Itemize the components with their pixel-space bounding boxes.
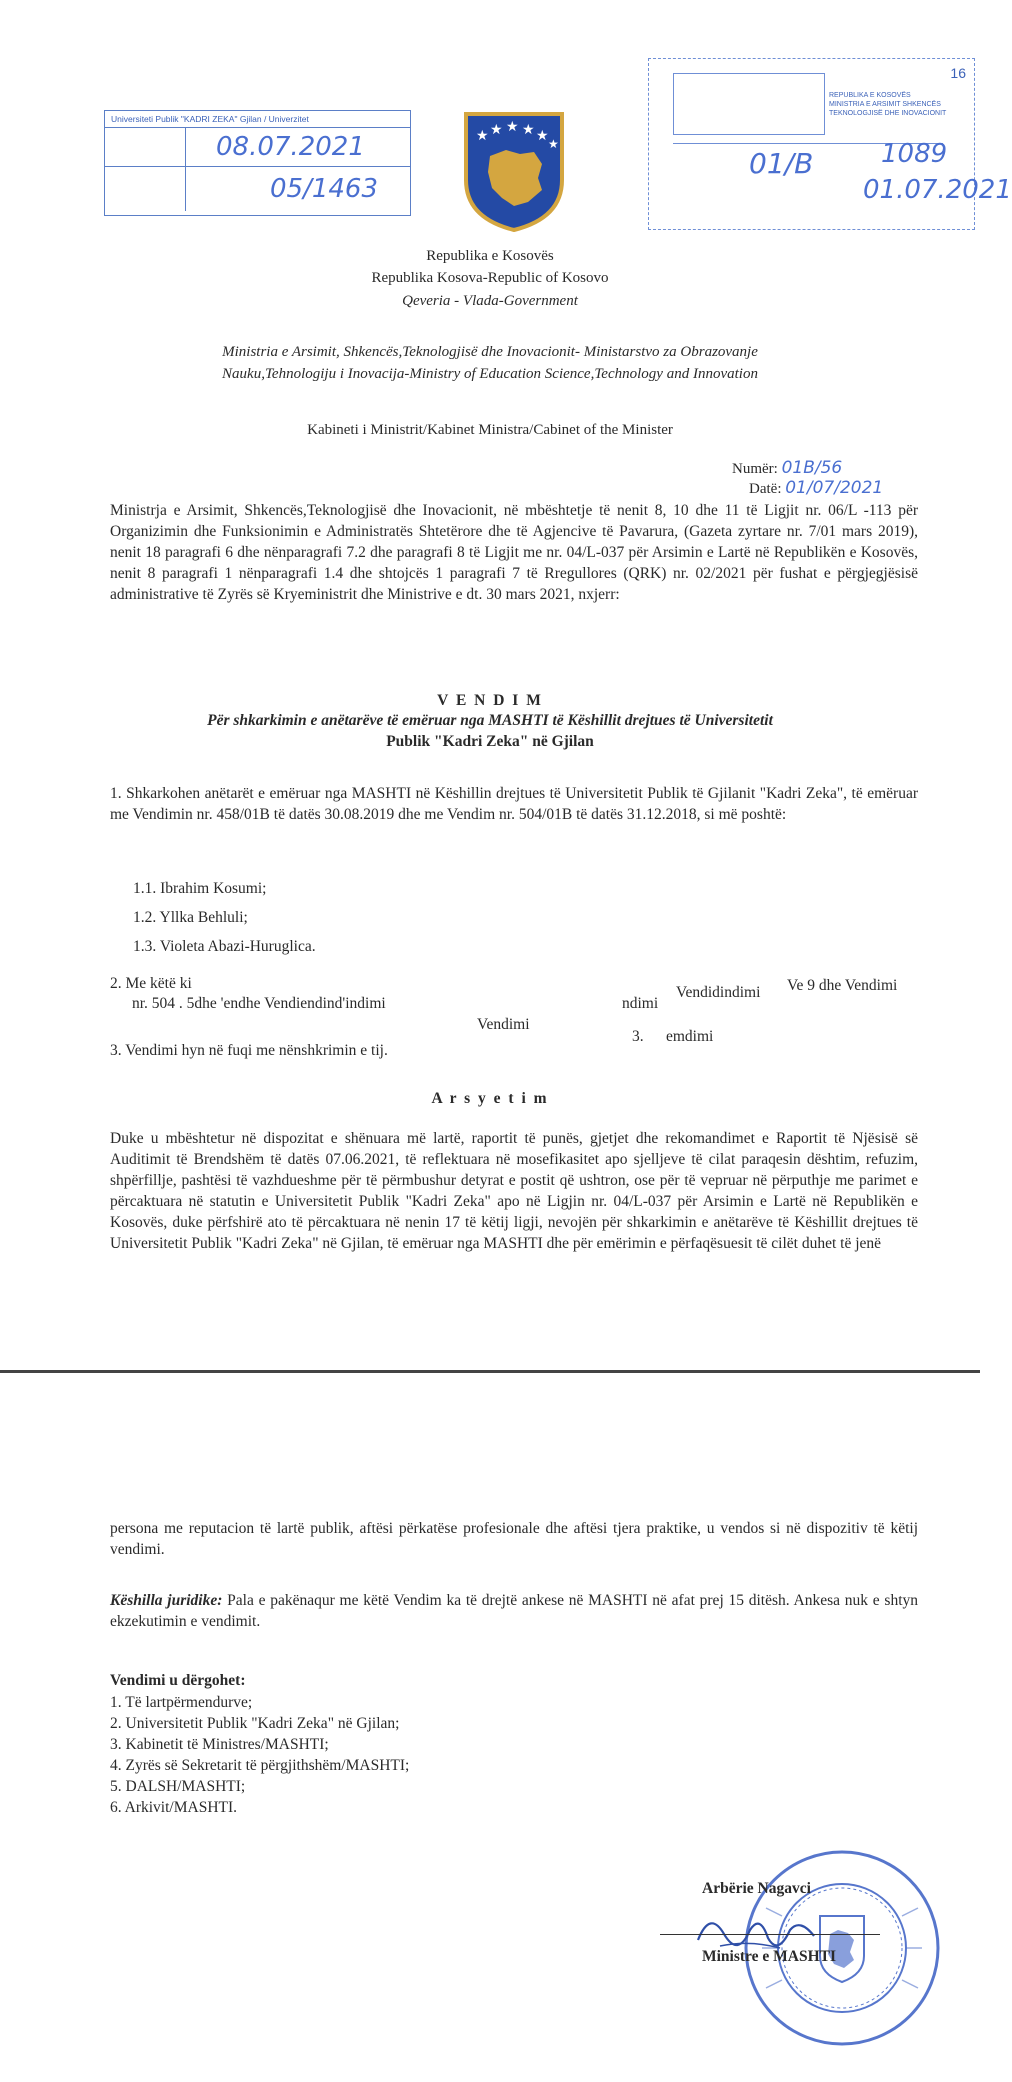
stamp-right-line-1: REPUBLIKA E KOSOVËS (829, 92, 911, 99)
decision-point-1: 1. Shkarkohen anëtarët e emëruar nga MASHTI në Këshillin drejtues të Universitetit Publik të Gjilanit "Kadri Zeka", të emëruar me Vendimin nr. 458/01B të datës 30.08.2019 dhe me Vendim nr. 504/01B të datës 31.12.2018, si më poshtë: (110, 785, 918, 823)
distribution-title: Vendimi u dërgohet: (110, 1672, 246, 1689)
decision-point-2-h: emdimi (666, 1028, 714, 1045)
stamp-right-date: 01.07.2021 (863, 175, 1012, 205)
distribution-item: 4. Zyrës së Sekretarit të përgjithshëm/MASHTI; (110, 1757, 410, 1774)
reference-date-value: 01/07/2021 (785, 478, 884, 498)
distribution-item: 1. Të lartpërmendurve; (110, 1694, 253, 1711)
decision-point-2-c: ndimi (622, 995, 659, 1012)
stamp-left-header: Universiteti Publik "KADRI ZEKA" Gjilan / Univerzitet (105, 111, 410, 128)
stamp-left-date: 08.07.2021 (216, 132, 365, 162)
coat-of-arms-icon (462, 110, 566, 234)
stamp-right-line-2: MINISTRIA E ARSIMIT SHKENCËS (829, 101, 941, 108)
distribution-item: 2. Universitetit Publik "Kadri Zeka" në Gjilan; (110, 1715, 400, 1732)
decision-point-3: 3. Vendimi hyn në fuqi me nënshkrimin e tij. (110, 1042, 388, 1059)
decision-point-2-b: nr. 504 . 5dhe 'endhe Vendiendind'indimi (132, 995, 386, 1012)
header-ministry-line-2: Nauku,Tehnologiju i Inovacija-Ministry of Education Science,Technology and Innovation (222, 366, 758, 382)
reference-number-value: 01B/56 (781, 458, 843, 478)
arsyetim-paragraph-1: Duke u mbështetur në dispozitat e shënuara më lartë, raportit të punës, gjetjet dhe rekomandimet e Raportit të Njësisë së Auditimit të Brendshëm të datës 07.06.2021, të reflektuara në mosefikasitet apo sjelljeve të cilat paraqesin dështim, refuzim, shpërfillje, pashtësi të vazhdueshme për të përmbushur detyrat e postit që ushtron, ose për të vepruar në përputhje me parimet e përcaktuara në statutin e Universitetit Publik "Kadri Zeka" apo në Ligjin nr. 04/L-037 për Arsimin e Lartë në Republikën e Kosovës, duke përfshirë ato të përcaktuara në nenin 17 të këtij ligji, nevojën për shkarkimin e anëtarëve të Këshillit drejtues të Universitetit Publik "Kadri Zeka" në Gjilan, të emëruar nga MASHTI dhe për emërimin e përfaqësuesit të cilët duhet të jenë (110, 1130, 918, 1252)
decision-point-2-d: Vendidindimi (676, 984, 761, 1001)
stamp-right-corner: 16 (950, 65, 966, 81)
svg-text:★: ★ (536, 128, 549, 144)
signature-line (660, 1934, 880, 1935)
distribution-item: 6. Arkivit/MASHTI. (110, 1799, 238, 1816)
reference-number-label: Numër: (732, 461, 778, 477)
vendim-subtitle-2: Publik "Kadri Zeka" në Gjilan (386, 733, 594, 750)
receiving-stamp-right (648, 58, 1012, 230)
header-government: Qeveria - Vlada-Government (402, 293, 578, 309)
member-item: 1.3. Violeta Abazi-Huruglica. (133, 938, 316, 955)
header-republic: Republika e Kosovës (426, 248, 554, 264)
reference-date-label: Datë: (749, 481, 782, 497)
signatory-name: Arbërie Nagavci (702, 1880, 811, 1897)
legal-advice (110, 1590, 918, 1632)
member-item: 1.2. Yllka Behluli; (133, 909, 248, 926)
header-cabinet: Kabineti i Ministrit/Kabinet Ministra/Cabinet of the Minister (307, 422, 673, 438)
page-break-divider (0, 1370, 980, 1373)
reference-number (732, 458, 842, 478)
svg-text:★: ★ (506, 119, 519, 135)
svg-text:★: ★ (548, 137, 559, 151)
receiving-stamp-left (104, 110, 411, 216)
legal-advice-text: Pala e pakënaqur me këtë Vendim ka të drejtë ankese në MASHTI në afat prej 15 ditësh. Ankesa nuk e shtyn ekzekutimin e vendimit. (110, 1592, 918, 1630)
decision-point-2-g: 3. (632, 1028, 644, 1045)
stamp-right-line-3: TEKNOLOGJISË DHE INOVACIONIT (829, 110, 947, 117)
distribution-list (110, 1692, 409, 1818)
legal-advice-label: Këshilla juridike: (110, 1592, 223, 1609)
member-item: 1.1. Ibrahim Kosumi; (133, 880, 267, 897)
stamp-left-number: 05/1463 (270, 174, 379, 204)
stamp-right-code: 01/B (749, 147, 814, 180)
vendim-subtitle-1: Për shkarkimin e anëtarëve të emëruar nga MASHTI të Këshillit drejtues të Universitetit (207, 712, 773, 729)
kosovo-coat-of-arms (462, 110, 566, 239)
member-list (133, 878, 316, 957)
decision-point-2-f: Vendimi (477, 1016, 530, 1033)
arsyetim-title: A r s y e t i m (431, 1090, 549, 1107)
header-republic-trilingual: Republika Kosova-Republic of Kosovo (371, 270, 609, 286)
distribution-item: 3. Kabinetit të Ministres/MASHTI; (110, 1736, 329, 1753)
vendim-title: V E N D I M (437, 692, 543, 709)
decision-point-2-a: 2. Me këtë ki (110, 975, 192, 992)
svg-text:★: ★ (522, 122, 535, 138)
arsyetim-paragraph-2: persona me reputacion të lartë publik, aftësi përkatëse profesionale dhe aftësi tjera praktike, u vendos si në dispozitiv të këtij vendimi. (110, 1520, 918, 1558)
header-ministry-line-1: Ministria e Arsimit, Shkencës,Teknologjisë dhe Inovacionit- Ministarstvo za Obrazovanje (222, 344, 758, 360)
svg-text:★: ★ (490, 122, 503, 138)
reference-date (749, 478, 883, 498)
stamp-right-prot-no: 1089 (881, 139, 948, 169)
signatory-title: Ministre e MASHTI (702, 1948, 837, 1965)
svg-text:★: ★ (476, 128, 489, 144)
intro-paragraph: Ministrja e Arsimit, Shkencës,Teknologjisë dhe Inovacionit, në mbështetje të nenit 8, 10 dhe 11 të Ligjit nr. 06/L -113 për Organizimin dhe Funksionimin e Administratës Shtetërore dhe të Agjencive të Pavarura, (Gazeta zyrtare nr. 7/01 mars 2019), nenit 18 paragrafi 6 dhe nënparagrafi 7.2 dhe paragrafi 8 të Ligjit me nr. 04/L-037 për Arsimin e Lartë në Republikën e Kosovës, nenit 8 paragrafi 1 nënparagrafi 1.4 dhe shtojcës 1 paragrafi 7 të Rregullores (QRK) nr. 02/2021 për fushat e përgjegjësisë administrative të Zyrës së Kryeministrit dhe Ministrive e dt. 30 mars 2021, nxjerr: (110, 502, 918, 603)
decision-point-2-e: Ve 9 dhe Vendimi (787, 977, 898, 994)
distribution-item: 5. DALSH/MASHTI; (110, 1778, 246, 1795)
